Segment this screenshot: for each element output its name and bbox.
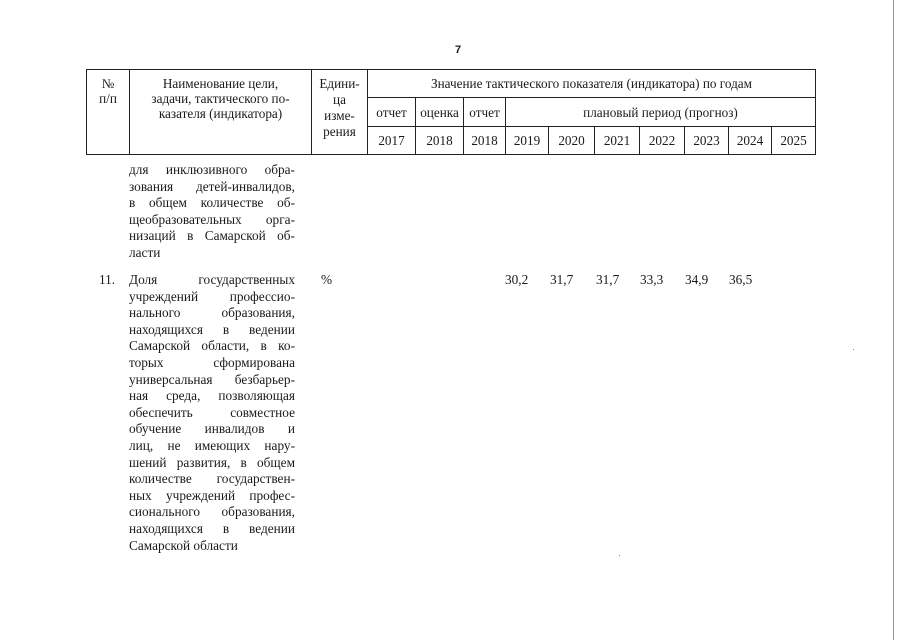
page-edge [893,0,894,640]
page-number: 7 [454,44,462,56]
header-estimate-2018: оценка [416,98,464,127]
header-year: 2021 [595,127,640,155]
header-year: 2022 [640,127,685,155]
row-11-value-2021: 31,7 [596,272,620,287]
header-year: 2020 [549,127,595,155]
header-year: 2018 [464,127,506,155]
header-values-title: Значение тактического показателя (индикатора) по годам [368,70,816,98]
header-number: № п/п [87,70,130,155]
header-year: 2018 [416,127,464,155]
header-unit: Едини- ца изме- рения [312,70,368,155]
row-11-name: Доля государственных учреждений профессио- нального образования, находящихся в ведении Самарской области, в ко- торых сформирована универсальная безбарьер- ная среда, позволяющая обеспечить совместное обучение инвалидов и лиц, не имеющих нару- шений развития, в общем количестве государствен- ных учреждений профес- сионального образования, находящихся в ведении Самарской области [129,272,295,553]
indicator-table-header [86,69,816,155]
header-year: 2025 [772,127,816,155]
header-report-2018: отчет [464,98,506,127]
row-11-value-2020: 31,7 [550,272,574,287]
header-year: 2017 [368,127,416,155]
scan-speck [619,555,620,556]
header-year: 2019 [506,127,549,155]
row-11-value-2022: 33,3 [640,272,664,287]
header-report-2017: отчет [368,98,416,127]
scan-speck [853,349,854,350]
row-11-value-2024: 36,5 [729,272,753,287]
row-11-value-2023: 34,9 [685,272,709,287]
continuation-text: для инклюзивного обра- зования детей-инвалидов, в общем количестве об- щеобразовательных орга- низаций в Самарской об- ласти [129,162,295,260]
header-name: Наименование цели, задачи, тактического по- казателя (индикатора) [130,70,312,155]
row-11-unit: % [321,272,333,287]
header-plan-period: плановый период (прогноз) [506,98,816,127]
header-year: 2024 [729,127,772,155]
row-11-value-2019: 30,2 [505,272,529,287]
row-11-number: 11. [99,272,116,287]
header-year: 2023 [685,127,729,155]
